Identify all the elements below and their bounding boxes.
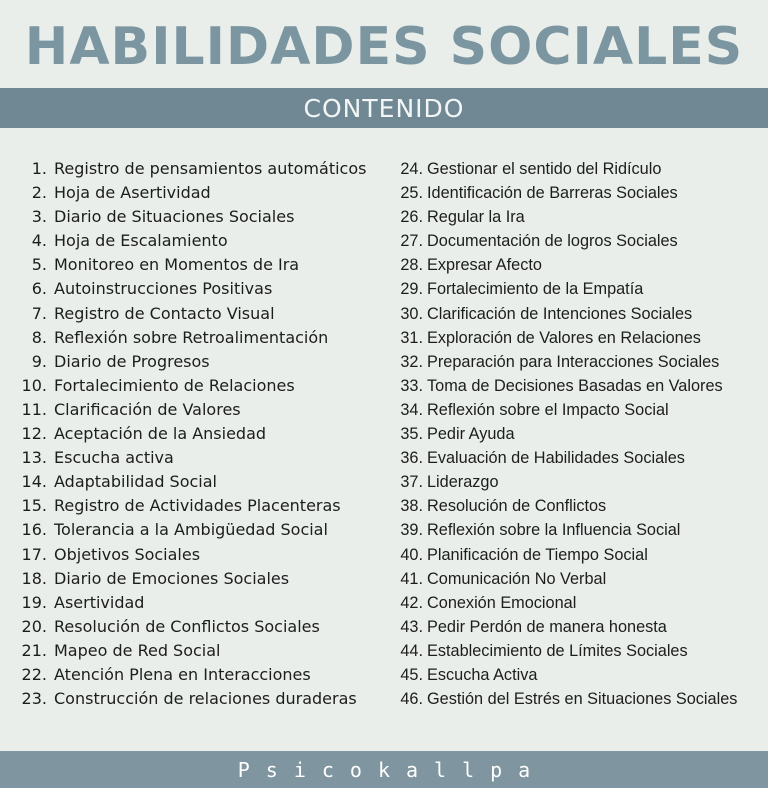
list-item — [396, 205, 764, 229]
list-item — [18, 567, 390, 591]
item-number: 14. — [21, 472, 47, 492]
item-number: 26. — [400, 208, 423, 227]
item-label: Hoja de Escalamiento — [54, 231, 228, 251]
list-item — [18, 326, 390, 350]
list-item — [396, 518, 764, 542]
item-number: 2. — [31, 183, 47, 203]
list-item — [18, 687, 390, 711]
item-number: 45. — [400, 665, 423, 684]
list-item — [18, 494, 390, 518]
list-item — [396, 326, 764, 350]
item-label: Escucha Activa — [427, 665, 538, 684]
item-label: Fortalecimiento de Relaciones — [54, 375, 295, 395]
item-number: 43. — [400, 617, 423, 636]
list-item — [18, 229, 390, 253]
item-number: 23. — [21, 689, 47, 709]
item-number: 39. — [400, 521, 423, 540]
item-label: Exploración de Valores en Relaciones — [427, 328, 701, 347]
item-number: 17. — [21, 544, 47, 564]
item-number: 19. — [21, 592, 47, 612]
item-label: Evaluación de Habilidades Sociales — [427, 449, 685, 468]
item-number: 6. — [31, 279, 47, 299]
item-number: 1. — [31, 159, 47, 178]
list-item — [18, 518, 390, 542]
item-number: 11. — [21, 399, 47, 419]
list-item — [396, 181, 764, 205]
list-item — [396, 446, 764, 470]
footer-brand: Psicokallpa — [237, 757, 547, 782]
item-number: 10. — [21, 375, 47, 395]
item-label: Adaptabilidad Social — [54, 472, 217, 492]
list-item — [396, 229, 764, 253]
item-number: 46. — [400, 690, 423, 709]
item-number: 3. — [31, 207, 47, 227]
item-number: 40. — [400, 545, 423, 564]
item-label: Toma de Decisiones Basadas en Valores — [427, 376, 723, 395]
item-number: 21. — [21, 640, 47, 660]
item-number: 32. — [400, 352, 423, 371]
list-item — [396, 494, 764, 518]
list-item — [18, 615, 390, 639]
item-label: Asertividad — [54, 592, 145, 612]
list-item — [18, 446, 390, 470]
item-number: 38. — [400, 497, 423, 516]
item-number: 15. — [21, 496, 47, 516]
list-item — [18, 639, 390, 663]
item-label: Gestionar el sentido del Ridículo — [427, 160, 662, 178]
item-label: Reflexión sobre el Impacto Social — [427, 400, 669, 419]
item-number: 8. — [31, 327, 47, 347]
item-label: Atención Plena en Interacciones — [54, 664, 311, 684]
item-label: Autoinstrucciones Positivas — [54, 279, 273, 299]
list-item — [396, 302, 764, 326]
list-item — [18, 374, 390, 398]
item-number: 22. — [21, 664, 47, 684]
list-item — [396, 277, 764, 301]
item-label: Resolución de Conflictos — [427, 497, 607, 516]
list-item — [18, 302, 390, 326]
item-label: Reflexión sobre Retroalimentación — [54, 327, 329, 347]
item-number: 18. — [21, 568, 47, 588]
list-item — [18, 398, 390, 422]
item-number: 13. — [21, 448, 47, 468]
item-label: Registro de Contacto Visual — [54, 303, 275, 323]
footer-band — [0, 751, 768, 788]
list-item — [396, 639, 764, 663]
item-label: Reflexión sobre la Influencia Social — [427, 521, 681, 540]
item-label: Pedir Ayuda — [427, 425, 515, 444]
item-label: Liderazgo — [427, 473, 499, 492]
list-item — [396, 422, 764, 446]
item-number: 7. — [31, 303, 47, 323]
item-number: 12. — [21, 424, 47, 444]
list-item — [396, 398, 764, 422]
list-item — [396, 253, 764, 277]
item-number: 33. — [400, 376, 423, 395]
list-item — [18, 181, 390, 205]
item-number: 41. — [400, 569, 423, 588]
item-number: 31. — [400, 328, 423, 347]
item-label: Identificación de Barreras Sociales — [427, 184, 678, 203]
item-number: 37. — [400, 473, 423, 492]
list-item — [18, 591, 390, 615]
item-label: Tolerancia a la Ambigüedad Social — [54, 520, 328, 540]
item-label: Construcción de relaciones duraderas — [54, 689, 357, 709]
item-number: 30. — [400, 304, 423, 323]
item-number: 35. — [400, 425, 423, 444]
item-number: 27. — [400, 232, 423, 251]
contents-list-right — [396, 157, 764, 711]
list-item — [396, 543, 764, 567]
item-label: Planificación de Tiempo Social — [427, 545, 648, 564]
item-number: 4. — [31, 231, 47, 251]
list-item — [18, 277, 390, 301]
item-label: Escucha activa — [54, 448, 174, 468]
item-number: 36. — [400, 449, 423, 468]
list-item — [396, 663, 764, 687]
item-number: 20. — [21, 616, 47, 636]
item-number: 9. — [31, 351, 47, 371]
list-item — [396, 374, 764, 398]
list-item — [396, 591, 764, 615]
list-item — [18, 350, 390, 374]
item-label: Fortalecimiento de la Empatía — [427, 280, 644, 299]
list-item — [18, 205, 390, 229]
item-label: Conexión Emocional — [427, 593, 577, 612]
item-label: Hoja de Asertividad — [54, 183, 211, 203]
item-label: Comunicación No Verbal — [427, 569, 607, 588]
item-label: Diario de Situaciones Sociales — [54, 207, 295, 227]
list-item — [18, 422, 390, 446]
list-item — [396, 157, 764, 181]
item-label: Aceptación de la Ansiedad — [54, 424, 267, 444]
list-item — [396, 567, 764, 591]
item-label: Registro de pensamientos automáticos — [54, 159, 367, 178]
item-label: Regular la Ira — [427, 208, 525, 227]
item-label: Clarificación de Valores — [54, 399, 241, 419]
list-item — [396, 470, 764, 494]
item-label: Diario de Progresos — [54, 351, 210, 371]
subtitle-band — [0, 88, 768, 128]
item-label: Pedir Perdón de manera honesta — [427, 617, 667, 636]
item-number: 42. — [400, 593, 423, 612]
item-label: Expresar Afecto — [427, 256, 542, 275]
contents-list-left — [18, 157, 390, 711]
item-label: Clarificación de Intenciones Sociales — [427, 304, 693, 323]
item-number: 5. — [31, 255, 47, 275]
item-label: Establecimiento de Límites Sociales — [427, 641, 688, 660]
item-number: 44. — [400, 641, 423, 660]
page-title: HABILIDADES SOCIALES — [24, 17, 744, 77]
item-number: 34. — [400, 400, 423, 419]
item-number: 29. — [400, 280, 423, 299]
list-item — [18, 663, 390, 687]
item-label: Documentación de logros Sociales — [427, 232, 678, 251]
item-label: Monitoreo en Momentos de Ira — [54, 255, 300, 275]
list-item — [396, 615, 764, 639]
item-number: 24. — [400, 160, 423, 178]
list-item — [18, 157, 390, 181]
list-item — [18, 470, 390, 494]
item-number: 28. — [400, 256, 423, 275]
item-label: Resolución de Conflictos Sociales — [54, 616, 320, 636]
item-number: 16. — [21, 520, 47, 540]
item-label: Gestión del Estrés en Situaciones Sociales — [427, 690, 738, 709]
subtitle: CONTENIDO — [303, 93, 465, 123]
item-label: Registro de Actividades Placenteras — [54, 496, 341, 516]
item-label: Objetivos Sociales — [54, 544, 201, 564]
item-number: 25. — [400, 184, 423, 203]
list-item — [18, 253, 390, 277]
item-label: Preparación para Interacciones Sociales — [427, 352, 720, 371]
item-label: Mapeo de Red Social — [54, 640, 221, 660]
item-label: Diario de Emociones Sociales — [54, 568, 290, 588]
list-item — [396, 687, 764, 711]
list-item — [396, 350, 764, 374]
list-item — [18, 543, 390, 567]
